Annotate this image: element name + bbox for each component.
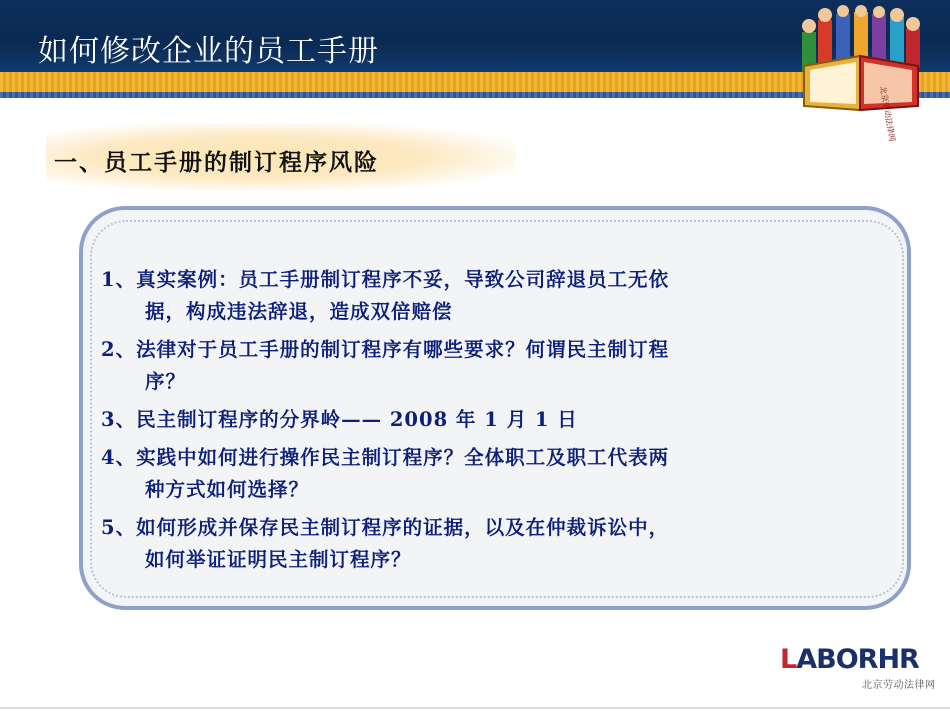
list-item-line2: 如何举证证明民主制订程序？ — [145, 548, 412, 571]
logo-letters-rest: ABORHR — [796, 644, 919, 675]
list-item-number: 4、 — [101, 446, 137, 469]
book-illustration-icon — [796, 6, 926, 143]
slide-title: 如何修改企业的员工手册 — [38, 34, 379, 69]
list-item-number: 1、 — [101, 268, 137, 291]
logo-subtitle: 北京劳动法律网 — [862, 680, 936, 691]
list-item-line1: 实践中如何进行操作民主制订程序？全体职工及职工代表两 — [136, 446, 670, 469]
list-item-line1: 真实案例：员工手册制订程序不妥，导致公司辞退员工无依 — [136, 268, 670, 291]
list-item-line2: 种方式如何选择？ — [145, 478, 310, 501]
question-list — [101, 264, 861, 582]
list-item-number: 3、 — [101, 408, 137, 431]
list-item — [101, 442, 861, 506]
list-item-line1: 民主制订程序的分界岭—— 2008 年 1 月 1 日 — [136, 408, 578, 431]
list-item-line2: 序？ — [145, 370, 187, 393]
laborhr-logo — [780, 640, 940, 692]
list-item — [101, 264, 861, 328]
list-item-number: 2、 — [101, 338, 137, 361]
list-item-line1: 如何形成并保存民主制订程序的证据，以及在仲裁诉讼中， — [136, 516, 670, 539]
logo-letter-l: L — [780, 644, 797, 675]
list-item-line2: 据，构成违法辞退，造成双倍赔偿 — [145, 300, 453, 323]
list-item — [101, 334, 861, 398]
list-item — [101, 404, 861, 436]
list-item-number: 5、 — [101, 516, 137, 539]
list-item — [101, 512, 861, 576]
svg-text:北京劳动法律网: 北京劳动法律网 — [878, 85, 897, 143]
footer-divider — [0, 707, 950, 709]
list-item-line1: 法律对于员工手册的制订程序有哪些要求？何谓民主制订程 — [136, 338, 670, 361]
section-heading-text: 一、员工手册的制订程序风险 — [54, 149, 379, 176]
logo-wordmark — [780, 644, 919, 675]
section-heading — [46, 124, 516, 190]
